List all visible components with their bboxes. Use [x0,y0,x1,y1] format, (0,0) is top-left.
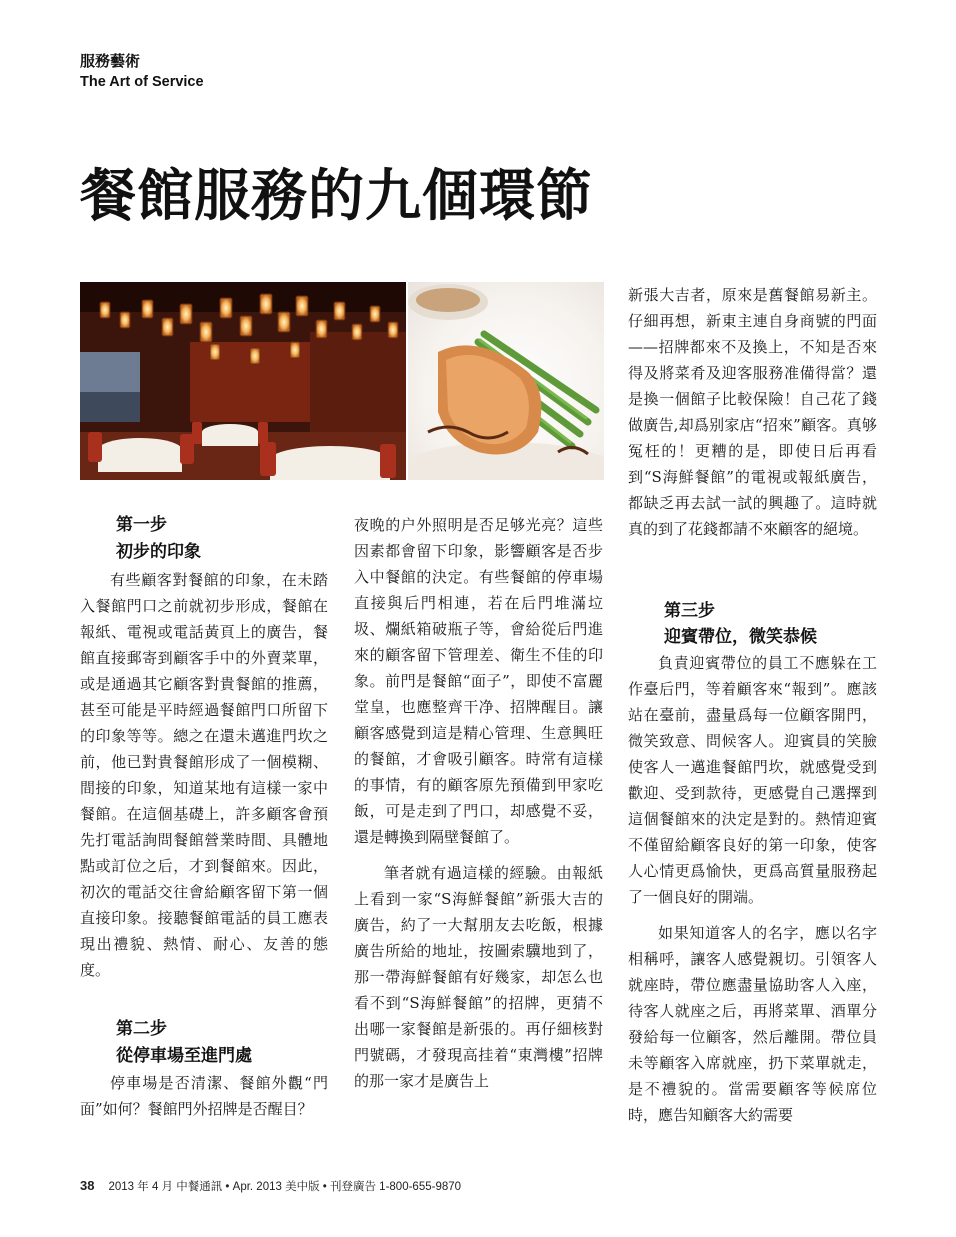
anecdote-paragraph-continued: 新張大吉者，原來是舊餐館易新主。仔細再想，新東主連自身商號的門面——招牌都來不及換上，不知是否來得及將菜肴及迎客服務准備得當？還是換一個館子比較保險！自己花了錢做廣告,却爲别家店“招來”顧客。真够冤枉的！更糟的是，即使日后再看到“S海鮮餐館”的電視或報紙廣告，都缺乏再去試一試的興趣了。這時就真的到了花錢都請不來顧客的絕境。 [628,286,877,538]
column-1 [80,567,328,983]
step2-title: 從停車場至進門處 [116,1046,252,1066]
step2-paragraph: 停車場是否清潔、餐館外觀“門面”如何？餐館門外招牌是否醒目？ [80,1074,328,1118]
column-3 [628,282,877,542]
restaurant-interior-photo [80,282,406,480]
step3-paragraph-2: 如果知道客人的名字，應以名字相稱呼，讓客人感覺親切。引領客人就座時，帶位應盡量協助客人入座，待客人就座之后，再將菜單、酒單分發給每一位顧客，然后離開。帶位員未等顧客入席就座，扔下菜單就走，是不禮貌的。當需要顧客等候席位時，應告知顧客大約需要 [628,924,877,1124]
column-1-bottom [80,1070,328,1122]
dish-illustration [408,282,604,480]
footer-text: 2013 年 4 月 中餐通訊 • Apr. 2013 美中版 • 刊登廣告 1-800-655-9870 [108,1181,462,1193]
anecdote-paragraph: 筆者就有過這樣的經驗。由報紙上看到一家“S海鮮餐館”新張大吉的廣告，約了一大幫朋友去吃飯，根據廣告所給的地址，按圖索驥地到了，那一帶海鮮餐館有好幾家，却怎么也看不到“S海鮮餐館”的招牌，更猜不出哪一家餐館是新張的。再仔細核對門號碼，才發現高挂着“東灣樓”招牌的那一家才是廣告上 [354,864,603,1090]
restaurant-illustration [80,282,406,480]
step2-paragraph-continued: 夜晚的户外照明是否足够光亮？這些因素都會留下印象，影響顧客是否步入中餐館的決定。有些餐館的停車場直接與后門相連，若在后門堆滿垃圾、爛紙箱破瓶子等，會給從后門進來的顧客留下管理差、衛生不佳的印象。前門是餐館“面子”，即使不富麗堂皇，也應整齊干净、招牌醒目。讓顧客感覺到這是精心管理、生意興旺的餐館，才會吸引顧客。時常有這樣的事情，有的顧客原先預備到甲家吃飯，可是走到了門口，却感覺不妥，還是轉換到隔壁餐館了。 [354,516,603,846]
step1-label: 第一步 [116,515,167,535]
article-title: 餐館服務的九個環節 [80,163,593,229]
step3-title: 迎賓帶位，微笑恭候 [664,627,817,647]
step1-paragraph: 有些顧客對餐館的印象，在未踏入餐館門口之前就初步形成，餐館在報紙、電視或電話黃頁上的廣告，餐館直接郵寄到顧客手中的外賣菜單，或是通過其它顧客對貴餐館的推薦，甚至可能是平時經過餐館門口所留下的印象等等。總之在還未邁進門坎之前，他已對貴餐館形成了一個模糊、間接的印象，知道某地有這樣一家中餐館。在這個基礎上，許多顧客會預先打電話詢問餐館營業時間、具體地點或訂位之后，才到餐館來。因此，初次的電話交往會給顧客留下第一個直接印象。接聽餐館電話的員工應表現出禮貌、熱情、耐心、友善的態度。 [80,571,328,979]
asparagus-dish-photo [408,282,604,480]
column-2 [354,512,603,1094]
page-number: 38 [80,1178,95,1193]
section-title-zh: 服務藝術 [80,52,141,70]
step3-label: 第三步 [664,601,715,621]
column-3-bottom [628,650,877,1128]
step3-paragraph: 負責迎賓帶位的員工不應躲在工作臺后門，等着顧客來“報到”。應該站在臺前，盡量爲每一位顧客開門，微笑致意、問候客人。迎賓員的笑臉使客人一邁進餐館門坎，就感覺受到歡迎、受到款待，更感覺自己選擇到這個餐館來的決定是對的。熱情迎賓不僅留給顧客良好的第一印象，使客人心情更爲愉快，更爲高質量服務起了一個良好的開端。 [628,654,877,906]
step2-label: 第二步 [116,1019,167,1039]
step1-title: 初步的印象 [116,542,201,562]
section-title-en: The Art of Service [80,74,204,90]
page-footer [80,1178,461,1194]
